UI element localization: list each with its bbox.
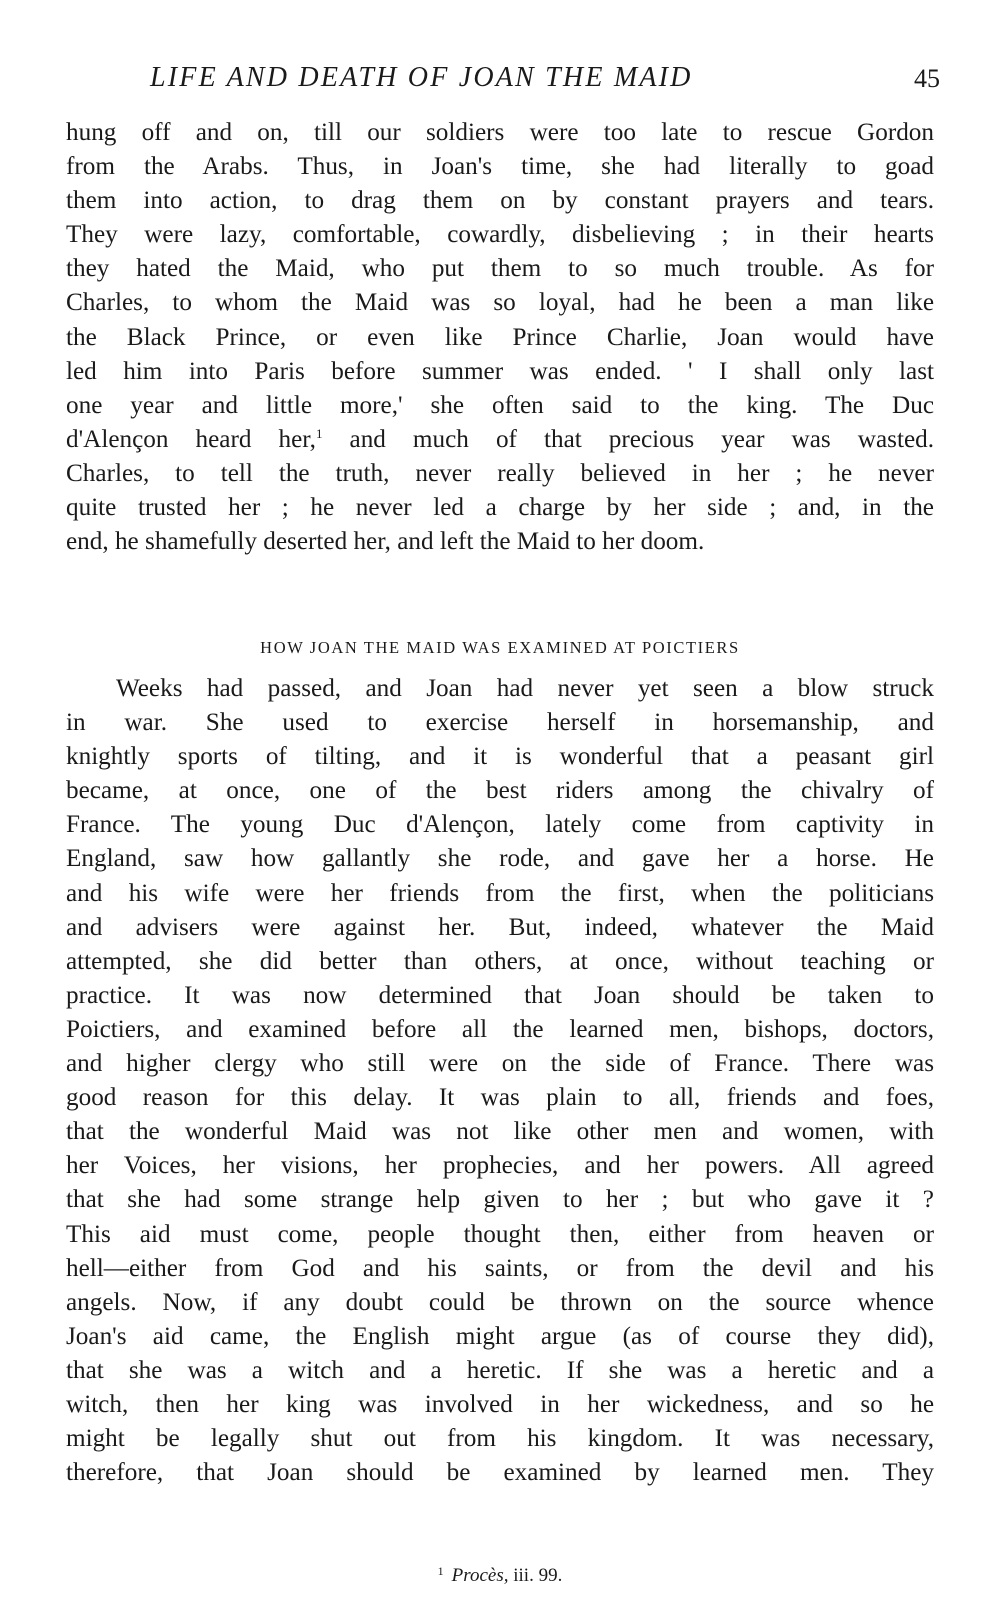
text-line: therefore, that Joan should be examined by learned men. They (66, 1459, 934, 1487)
text-line: and his wife were her friends from the first, when the politicians (66, 879, 934, 907)
text-line: that she was a witch and a heretic. If she was a heretic and a (66, 1356, 934, 1384)
text-line: quite trusted her ; he never led a charge by her side ; and, in the (66, 494, 934, 522)
paragraph-poictiers (66, 672, 934, 1490)
running-title: LIFE AND DEATH OF JOAN THE MAID (150, 62, 693, 93)
text-line: that the wonderful Maid was not like other men and women, with (66, 1118, 934, 1146)
section-heading: HOW JOAN THE MAID WAS EXAMINED AT POICTIERS (260, 638, 740, 657)
text-line: end, he shamefully deserted her, and left the Maid to her doom. (66, 528, 705, 556)
footnote-reference: 1 (315, 425, 323, 441)
text-line: they hated the Maid, who put them to so much trouble. As for (66, 255, 934, 283)
text-line: This aid must come, people thought then, either from heaven or (66, 1220, 934, 1248)
text-line: They were lazy, comfortable, cowardly, disbelieving ; in their hearts (66, 221, 934, 249)
text-line: attempted, she did better than others, at once, without teaching or (66, 947, 934, 975)
text-line: angels. Now, if any doubt could be thrown on the source whence (66, 1288, 934, 1316)
text-line: knightly sports of tilting, and it is wonderful that a peasant girl (66, 743, 934, 771)
text-line: one year and little more,' she often said to the king. The Duc (66, 391, 934, 419)
text-line: might be legally shut out from his kingdom. It was necessary, (66, 1425, 934, 1453)
text-line: them into action, to drag them on by constant prayers and tears. (66, 187, 934, 215)
text-line: practice. It was now determined that Joan should be taken to (66, 981, 934, 1009)
running-head (150, 62, 940, 102)
text-line-with-footnote (66, 423, 934, 457)
text-fragment: and much of that precious year was wasted. (349, 425, 935, 453)
paragraph-continuation (66, 116, 934, 559)
footnote-marker: 1 (437, 1564, 444, 1578)
footnote (0, 1564, 1000, 1587)
text-line: hell—either from God and his saints, or from the devil and his (66, 1254, 934, 1282)
text-line: and higher clergy who still were on the side of France. There was (66, 1050, 934, 1078)
text-line: hung off and on, till our soldiers were too late to rescue Gordon (66, 119, 934, 146)
text-line: and advisers were against her. But, indeed, whatever the Maid (66, 913, 934, 941)
footnote-source-reference: iii. 99. (513, 1565, 563, 1586)
text-line: Charles, to tell the truth, never really believed in her ; he never (66, 459, 934, 487)
text-line: that she had some strange help given to her ; but who gave it ? (66, 1186, 934, 1214)
text-line: her Voices, her visions, her prophecies, and her powers. All agreed (66, 1152, 934, 1180)
page-number: 45 (914, 64, 940, 93)
text-line: France. The young Duc d'Alençon, lately come from captivity in (66, 811, 934, 839)
text-fragment: d'Alençon heard her, (66, 425, 316, 453)
text-line: Charles, to whom the Maid was so loyal, had he been a man like (66, 289, 934, 317)
text-line: became, at once, one of the best riders among the chivalry of (66, 777, 934, 805)
footnote-source-title: Procès, (451, 1565, 509, 1586)
text-line: witch, then her king was involved in her wickedness, and so he (66, 1390, 934, 1418)
text-line: Weeks had passed, and Joan had never yet seen a blow struck (116, 675, 934, 702)
text-line: the Black Prince, or even like Prince Charlie, Joan would have (66, 323, 934, 351)
text-line: Joan's aid came, the English might argue (as of course they did), (66, 1322, 934, 1350)
text-line: in war. She used to exercise herself in horsemanship, and (66, 709, 934, 737)
text-line: Poictiers, and examined before all the learned men, bishops, doctors, (66, 1015, 934, 1043)
text-line: England, saw how gallantly she rode, and gave her a horse. He (66, 845, 934, 873)
text-line: from the Arabs. Thus, in Joan's time, she had literally to goad (66, 153, 934, 181)
text-line: led him into Paris before summer was ended. ' I shall only last (66, 357, 934, 385)
text-line: good reason for this delay. It was plain to all, friends and foes, (66, 1084, 934, 1112)
